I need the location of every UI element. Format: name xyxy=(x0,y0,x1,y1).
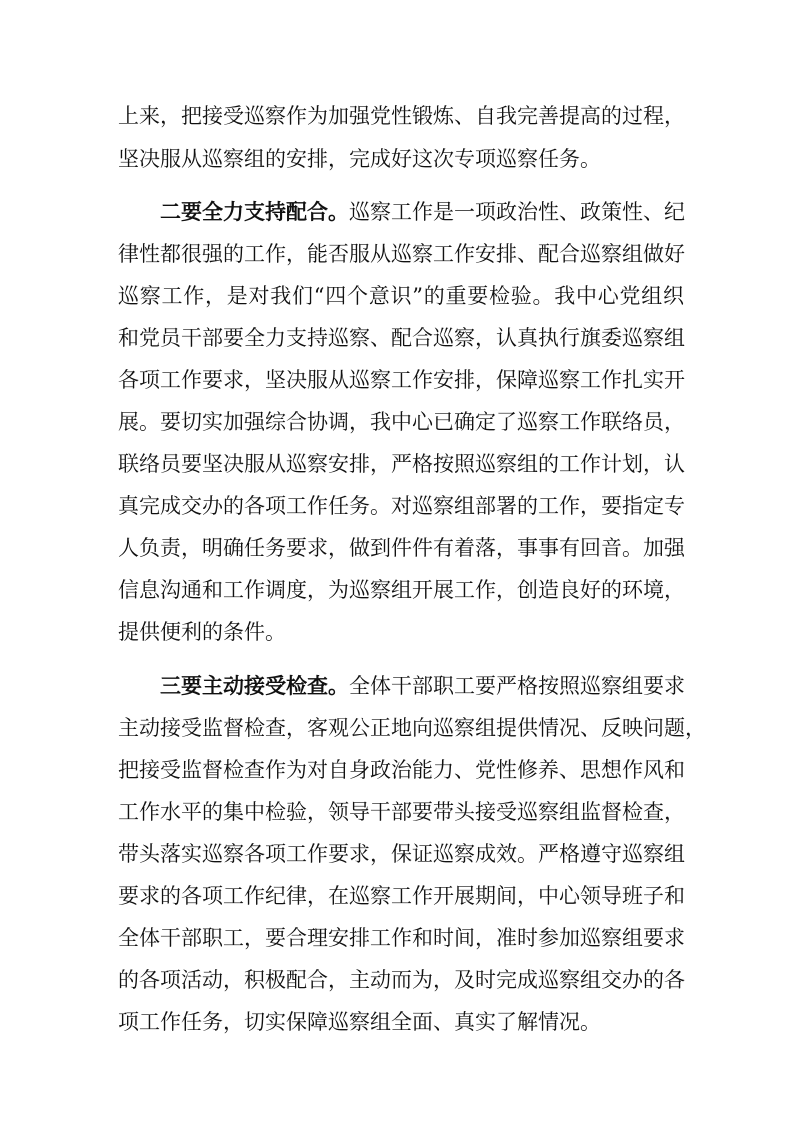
paragraph-1-line-2: 坚决服从巡察组的安排，完成好这次专项巡察任务。 xyxy=(118,147,601,171)
paragraph-2-line-1 xyxy=(160,197,684,227)
paragraph-3-line-5: 带头落实巡察各项工作要求，保证巡察成效。严格遵守巡察组 xyxy=(118,842,685,866)
paragraph-2-line-2: 律性都很强的工作，能否服从巡察工作安排、配合巡察组做好 xyxy=(118,242,685,266)
paragraph-2-line-3: 巡察工作，是对我们“四个意识”的重要检验。我中心党组织 xyxy=(118,284,684,308)
paragraph-2-line-1-text: 巡察工作是一项政治性、政策性、纪 xyxy=(349,200,685,224)
paragraph-2-line-7: 联络员要坚决服从巡察安排，严格按照巡察组的工作计划，认 xyxy=(118,452,685,476)
paragraph-2-line-6: 展。要切实加强综合协调，我中心已确定了巡察工作联络员， xyxy=(118,410,685,434)
paragraph-3-line-8: 的各项活动，积极配合，主动而为，及时完成巡察组交办的各 xyxy=(118,968,685,992)
paragraph-3-heading: 三要主动接受检查。 xyxy=(160,673,349,698)
paragraph-3-line-7: 全体干部职工，要合理安排工作和时间，准时参加巡察组要求 xyxy=(118,926,685,950)
paragraph-3-line-1-text: 全体干部职工要严格按照巡察组要求 xyxy=(349,674,685,698)
paragraph-3-line-6: 要求的各项工作纪律，在巡察工作开展期间，中心领导班子和 xyxy=(118,884,685,908)
paragraph-2-line-8: 真完成交办的各项工作任务。对巡察组部署的工作，要指定专 xyxy=(118,494,685,518)
paragraph-2-line-11: 提供便利的条件。 xyxy=(118,620,286,644)
paragraph-3-line-3: 把接受监督检查作为对自身政治能力、党性修养、思想作风和 xyxy=(118,758,685,782)
paragraph-2-line-4: 和党员干部要全力支持巡察、配合巡察，认真执行旗委巡察组 xyxy=(118,326,685,350)
paragraph-1-line-1: 上来，把接受巡察作为加强党性锻炼、自我完善提高的过程， xyxy=(118,104,685,128)
paragraph-3-line-4: 工作水平的集中检验，领导干部要带头接受巡察组监督检查， xyxy=(118,800,685,824)
paragraph-2-heading: 二要全力支持配合。 xyxy=(160,199,349,224)
paragraph-2-line-5: 各项工作要求，坚决服从巡察工作安排，保障巡察工作扎实开 xyxy=(118,368,685,392)
paragraph-2-line-9: 人负责，明确任务要求，做到件件有着落，事事有回音。加强 xyxy=(118,536,685,560)
paragraph-3-line-9: 项工作任务，切实保障巡察组全面、真实了解情况。 xyxy=(118,1010,601,1034)
paragraph-2-line-10: 信息沟通和工作调度，为巡察组开展工作，创造良好的环境， xyxy=(118,578,685,602)
paragraph-3-line-2: 主动接受监督检查，客观公正地向巡察组提供情况、反映问题， xyxy=(118,716,706,740)
paragraph-3-line-1 xyxy=(160,671,684,701)
